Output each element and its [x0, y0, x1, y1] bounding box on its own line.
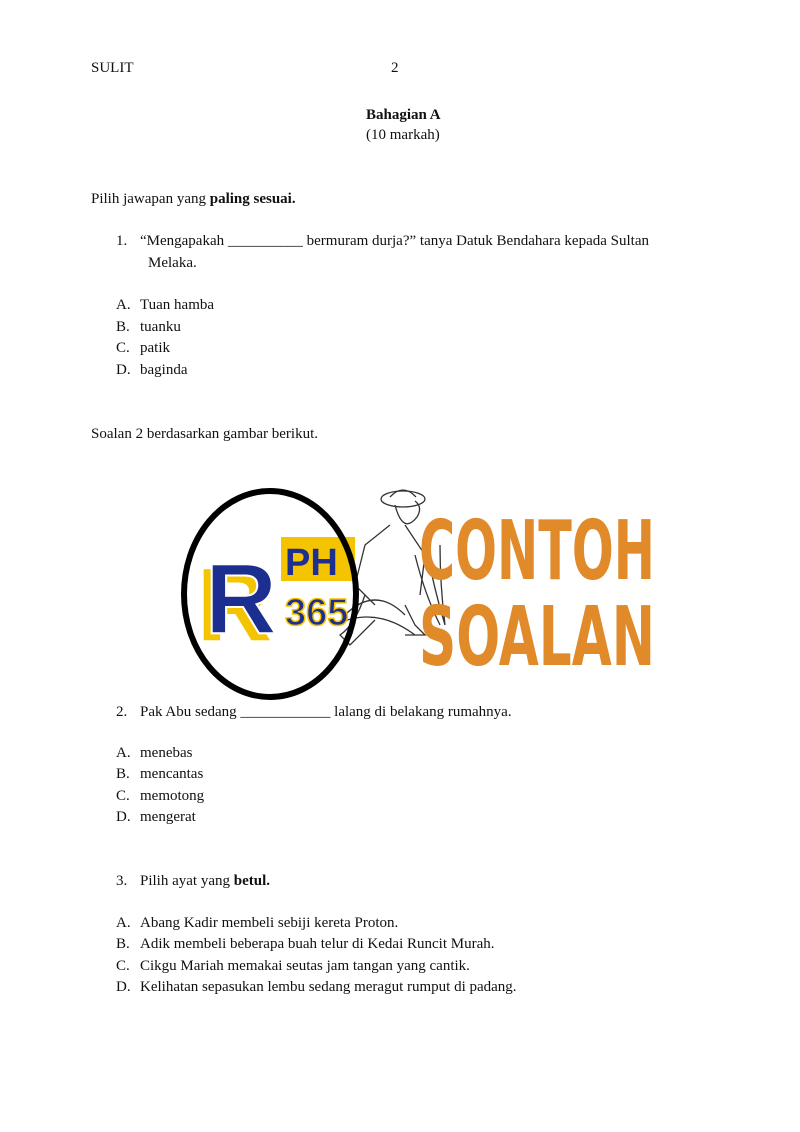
q2-option-b [116, 765, 204, 783]
q3-text-plain: Pilih ayat yang [140, 873, 234, 889]
q2-number: 2. [116, 704, 128, 720]
logo-365: 365 [285, 592, 349, 634]
instruction-text: Pilih jawapan yang [91, 191, 210, 207]
watermark-soalan: SOALAN [419, 590, 655, 685]
question-image [105, 475, 745, 703]
option-letter: D. [116, 362, 131, 378]
page-number: 2 [391, 60, 399, 76]
q3-option-d [116, 978, 517, 996]
option-text: mengerat [140, 809, 196, 825]
q1-text-line1: “Mengapakah __________ bermuram durja?” tanya Datuk Bendahara kepada Sultan [140, 233, 649, 249]
option-letter: A. [116, 745, 131, 761]
option-letter: D. [116, 979, 131, 995]
option-text: Adik membeli beberapa buah telur di Kedai Runcit Murah. [140, 936, 495, 952]
q2-text: Pak Abu sedang ____________ lalang di belakang rumahnya. [140, 704, 512, 720]
option-text: Abang Kadir membeli sebiji kereta Proton. [140, 915, 399, 931]
header-sulit: SULIT [91, 60, 134, 76]
q3-text-bold: betul. [233, 873, 271, 889]
section-marks: (10 markah) [366, 127, 440, 143]
section-title: Bahagian A [366, 107, 441, 123]
option-text: menebas [140, 745, 193, 761]
option-text: Cikgu Mariah memakai seutas jam tangan yang cantik. [140, 958, 470, 974]
option-letter: D. [116, 809, 131, 825]
q1-option-c [116, 339, 170, 357]
option-letter: A. [116, 297, 131, 313]
option-text: mencantas [140, 766, 204, 782]
option-text: baginda [140, 362, 188, 378]
option-letter: B. [116, 936, 130, 952]
watermark-contoh: CONTOH [419, 504, 655, 599]
option-letter: B. [116, 766, 130, 782]
option-letter: B. [116, 319, 130, 335]
q1-number: 1. [116, 233, 128, 249]
option-text: tuanku [140, 319, 181, 335]
q2-intro: Soalan 2 berdasarkan gambar berikut. [91, 426, 318, 442]
q3-option-a [116, 914, 399, 932]
q2-option-c [116, 787, 205, 805]
q2-option-a [116, 744, 193, 762]
q3-number: 3. [116, 873, 128, 889]
q3-text [140, 872, 270, 890]
q3-option-c [116, 957, 470, 975]
option-text: Tuan hamba [140, 297, 215, 313]
q2-option-d [116, 808, 196, 826]
q1-option-d [116, 361, 188, 379]
option-letter: C. [116, 958, 130, 974]
logo-rph365 [205, 537, 355, 655]
logo-letter: R [205, 543, 278, 655]
q3-option-b [116, 935, 495, 953]
option-text: Kelihatan sepasukan lembu sedang meragut rumput di padang. [140, 979, 517, 995]
instruction-bold: paling sesuai. [209, 191, 296, 207]
q1-option-b [116, 318, 181, 336]
q1-option-a [116, 296, 215, 314]
instruction [91, 190, 296, 208]
option-text: patik [140, 340, 170, 356]
option-text: memotong [140, 788, 205, 804]
option-letter: C. [116, 340, 130, 356]
logo-ph: PH [285, 542, 338, 584]
q1-text-line2: Melaka. [148, 255, 197, 271]
option-letter: C. [116, 788, 130, 804]
option-letter: A. [116, 915, 131, 931]
